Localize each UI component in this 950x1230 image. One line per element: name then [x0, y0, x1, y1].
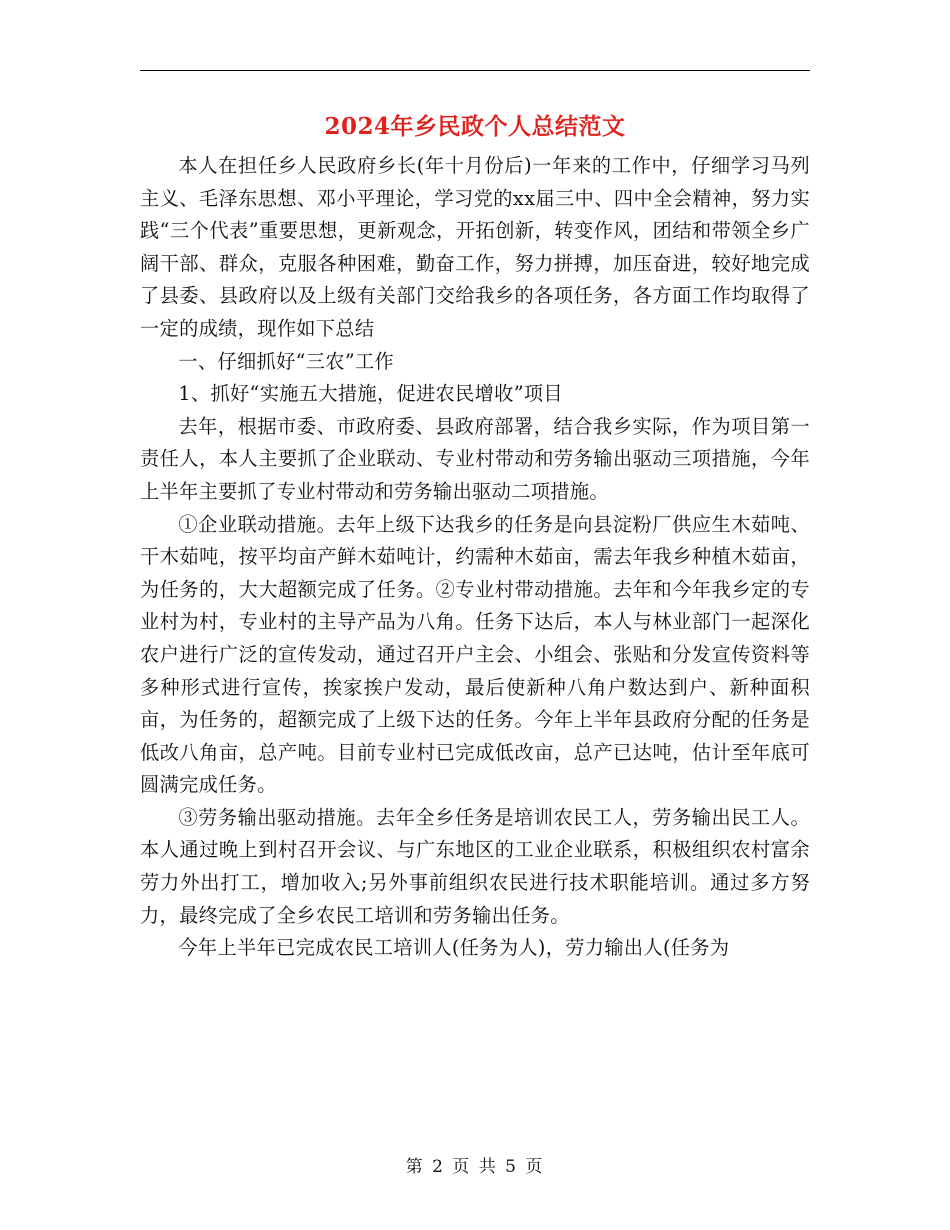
document-title: 2024年乡民政个人总结范文 [324, 113, 626, 140]
paragraph: ①企业联动措施。去年上级下达我乡的任务是向县淀粉厂供应生木茹吨、干木茹吨，按平均亩产鲜木茹吨计，约需种木茹亩，需去年我乡种植木茹亩，为任务的，大大超额完成了任务。②专业村带动措施。去年和今年我乡定的专业村为村，专业村的主导产品为八角。任务下达后，本人与林业部门一起深化农户进行广泛的宣传发动，通过召开户主会、小组会、张贴和分发宣传资料等多种形式进行宣传，挨家挨户发动，最后使新种八角户数达到户、新种面积亩，为任务的，超额完成了上级下达的任务。今年上半年县政府分配的任务是低改八角亩，总产吨。目前专业村已完成低改亩，总产已达吨，估计至年底可圆满完成任务。 [140, 512, 810, 797]
paragraph: 今年上半年已完成农民工培训人(任务为人)，劳力输出人(任务为 [178, 936, 730, 960]
page-footer: 第 2 页 共 5 页 [405, 1157, 545, 1177]
subsection-heading: 1、抓好“实施五大措施，促进农民增收”项目 [178, 382, 563, 406]
paragraph: 去年，根据市委、市政府委、县政府部署，结合我乡实际，作为项目第一责任人，本人主要抓了企业联动、专业村带动和劳务输出驱动三项措施，今年上半年主要抓了专业村带动和劳务输出驱动二项措施。 [140, 414, 810, 503]
paragraph: 本人在担任乡人民政府乡长(年十月份后)一年来的工作中，仔细学习马列主义、毛泽东思想、邓小平理论，学习党的xx届三中、四中全会精神，努力实践“三个代表”重要思想，更新观念，开拓创新，转变作风，团结和带领全乡广阔干部、群众，克服各种困难，勤奋工作，努力拼搏，加压奋进，较好地完成了县委、县政府以及上级有关部门交给我乡的各项任务，各方面工作均取得了一定的成绩，现作如下总结 [140, 154, 810, 340]
header-rule [140, 70, 810, 71]
document-body [140, 150, 810, 965]
paragraph: ③劳务输出驱动措施。去年全乡任务是培训农民工人，劳务输出民工人。本人通过晚上到村召开会议、与广东地区的工业企业联系，积极组织农村富余劳力外出打工，增加收入;另外事前组织农民进行技术职能培训。通过多方努力，最终完成了全乡农民工培训和劳务输出任务。 [140, 805, 810, 927]
section-heading: 一、仔细抓好“三农”工作 [178, 349, 395, 373]
